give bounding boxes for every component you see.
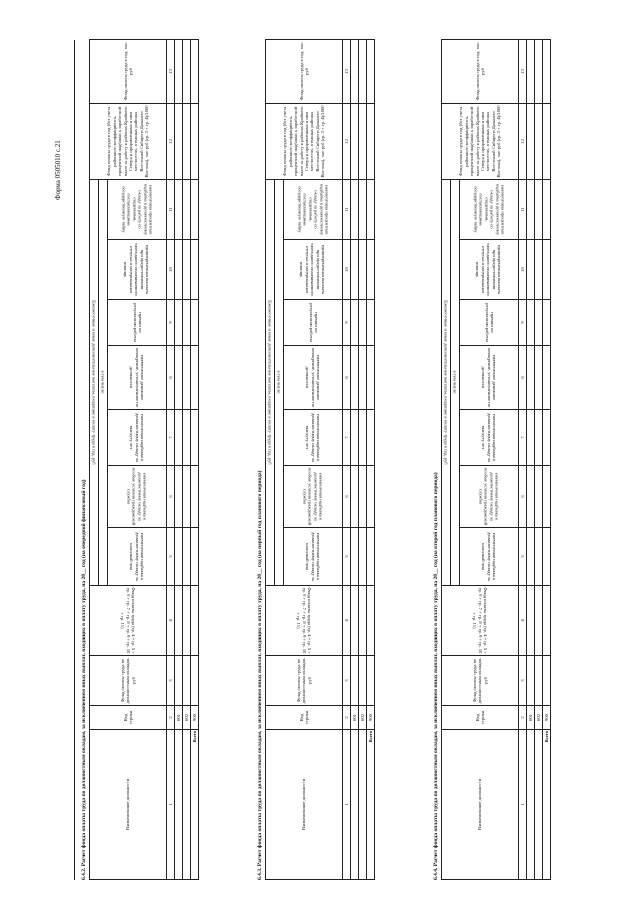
- table-cell: [351, 466, 359, 528]
- table-cell: [351, 300, 359, 346]
- fund-table: [441, 39, 551, 880]
- col9-header: премии по результатам работы: [284, 300, 343, 346]
- table-cell: [175, 346, 183, 410]
- column-numbers-row: [343, 39, 351, 879]
- table-cell: [175, 300, 183, 346]
- table-cell: [183, 586, 191, 656]
- table-cell: [535, 103, 543, 179]
- column-number: 12: [167, 103, 175, 179]
- including-header: в том числе:: [275, 179, 284, 585]
- table-cell: [175, 586, 183, 656]
- column-number: 7: [167, 410, 175, 466]
- column-number: 11: [519, 179, 527, 239]
- column-number: 6: [343, 466, 351, 528]
- col7-header: ежемесячная надбавка к должностному окладу за выслугу лет: [284, 410, 343, 466]
- table-cell: [527, 179, 535, 239]
- table-cell: [359, 103, 367, 179]
- total-label: Всего: [543, 730, 551, 880]
- column-number: 1: [343, 730, 351, 880]
- table-cell: [359, 410, 367, 466]
- column-number: 5: [167, 528, 175, 586]
- table-cell: [359, 730, 367, 880]
- table-cell: [527, 346, 535, 410]
- row-code: 001: [175, 706, 183, 730]
- column-number: 10: [343, 240, 351, 300]
- total-label: Всего: [367, 730, 375, 880]
- col12-header: Фонд оплаты труда в год (без учета районного коэффициента, процентной надбавки к заработной плате за работу в районах Крайнего Севера и приравненных к ним местностях, в южных районах Восточной Сибири и Дальнего Востока), тыс руб (гр. 3 + гр. 4)/1000: [442, 103, 519, 179]
- section-title: 6.4.2. Расчет фонда оплаты труда по должностным окладам, за исключением иных выплат, входящих в оплату труда, на 20__ год (на очередной финансовый год): [81, 479, 87, 880]
- table-section-2: [256, 40, 375, 880]
- col13-header: Фонд оплаты труда в год, тыс руб: [442, 39, 519, 103]
- column-number: 8: [343, 346, 351, 410]
- table-cell: [527, 39, 535, 103]
- table-cell: [175, 528, 183, 586]
- column-number: 2: [343, 706, 351, 730]
- table-cell: [359, 586, 367, 656]
- table-cell: [183, 179, 191, 239]
- table-row: [351, 39, 359, 879]
- table-cell: [175, 730, 183, 880]
- table-cell: [175, 240, 183, 300]
- table-cell: [175, 466, 183, 528]
- total-label: Всего: [191, 730, 199, 880]
- table-cell: [535, 346, 543, 410]
- table-cell: [527, 410, 535, 466]
- total-row: [367, 39, 375, 879]
- table-cell: [359, 39, 367, 103]
- col11-header: ежемесячная процентная надбавка к должностному окладу за работу со сведениями, составляющими государственную тайну: [460, 179, 519, 239]
- column-number: 3: [519, 656, 527, 706]
- table-row: [359, 39, 367, 879]
- column-number: 9: [167, 300, 175, 346]
- col9-header: премии по результатам работы: [460, 300, 519, 346]
- col-position-header: Наименование должности: [90, 730, 167, 880]
- col-group-header: Ежемесячные и иные дополнительные выплаты, входящие в оплату труда в год, руб: [266, 179, 275, 585]
- column-number: 13: [343, 39, 351, 103]
- column-number: 4: [519, 586, 527, 656]
- col10-header: единовременная выплата при предоставлении ежегодного оплачиваемого отпуска и материальная помощь: [284, 240, 343, 300]
- row-code: 001: [351, 706, 359, 730]
- table-cell: [175, 39, 183, 103]
- table-cell: [535, 586, 543, 656]
- table-cell: [351, 656, 359, 706]
- table-cell: [351, 103, 359, 179]
- column-number: 3: [343, 656, 351, 706]
- table-cell: [359, 240, 367, 300]
- table-cell: [351, 730, 359, 880]
- column-number: 8: [167, 346, 175, 410]
- table-cell: [359, 179, 367, 239]
- column-number: 6: [519, 466, 527, 528]
- table-cell: [351, 39, 359, 103]
- top-divider: [74, 40, 75, 880]
- table-cell: [183, 39, 191, 103]
- column-number: 3: [167, 656, 175, 706]
- table-cell: [535, 179, 543, 239]
- col-fund-total-header: Фонд оплаты труда (гр. 4 = гр. 5 + гр. 6 + гр. 7 + гр. 8 + гр. 9 + гр. 10 + гр. 11): [442, 586, 519, 656]
- col11-header: ежемесячная процентная надбавка к должностному окладу за работу со сведениями, составляющими государственную тайну: [108, 179, 167, 239]
- table-cell: [359, 346, 367, 410]
- table-cell: [351, 586, 359, 656]
- col8-header: ежемесячное денежное поощрение, установленное по должности: [108, 346, 167, 410]
- table-cell: [535, 300, 543, 346]
- col-code-header: Код строки: [266, 706, 343, 730]
- table-cell: [351, 528, 359, 586]
- col8-header: ежемесячное денежное поощрение, установленное по должности: [284, 346, 343, 410]
- column-number: 11: [167, 179, 175, 239]
- col13-header: Фонд оплаты труда в год, тыс руб: [266, 39, 343, 103]
- including-header: в том числе:: [99, 179, 108, 585]
- table-cell: [527, 240, 535, 300]
- table-cell: [527, 730, 535, 880]
- column-number: 7: [519, 410, 527, 466]
- table-section-3: [432, 40, 551, 880]
- col6-header: ежемесячная надбавка к должностному окладу за особые условия гражданской службы: [108, 466, 167, 528]
- column-number: 5: [343, 528, 351, 586]
- table-cell: [527, 466, 535, 528]
- table-section-1: [80, 40, 199, 880]
- table-cell: [527, 528, 535, 586]
- table-cell: [535, 656, 543, 706]
- table-row: [527, 39, 535, 879]
- section-title: 6.4.4. Расчет фонда оплаты труда по должностным окладам, за исключением иных выплат, входящих в оплату труда, на 20__ год (на второй год планового периода): [433, 472, 439, 880]
- col5-header: ежемесячная надбавка к должностному окладу за классный чин: [108, 528, 167, 586]
- col6-header: ежемесячная надбавка к должностному окладу за особые условия гражданской службы: [284, 466, 343, 528]
- column-number: 1: [167, 730, 175, 880]
- table-cell: [175, 410, 183, 466]
- table-cell: [359, 300, 367, 346]
- column-number: 13: [167, 39, 175, 103]
- table-cell: [175, 656, 183, 706]
- table-row: [535, 39, 543, 879]
- column-number: 4: [167, 586, 175, 656]
- table-cell: [535, 240, 543, 300]
- column-number: 8: [519, 346, 527, 410]
- table-cell: [359, 528, 367, 586]
- col13-header: Фонд оплаты труда в год, тыс руб: [90, 39, 167, 103]
- column-number: 1: [519, 730, 527, 880]
- col10-header: единовременная выплата при предоставлении ежегодного оплачиваемого отпуска и материальная помощь: [108, 240, 167, 300]
- section-title: 6.4.3. Расчет фонда оплаты труда по должностным окладам, за исключением иных выплат, входящих в оплату труда, на 20__ год (на первый год планового периода): [257, 470, 263, 880]
- table-cell: [351, 346, 359, 410]
- column-number: 12: [343, 103, 351, 179]
- col11-header: ежемесячная процентная надбавка к должностному окладу за работу со сведениями, составляющими государственную тайну: [284, 179, 343, 239]
- col7-header: ежемесячная надбавка к должностному окладу за выслугу лет: [108, 410, 167, 466]
- column-number: 9: [343, 300, 351, 346]
- row-code: 002: [535, 706, 543, 730]
- col10-header: единовременная выплата при предоставлении ежегодного оплачиваемого отпуска и материальная помощь: [460, 240, 519, 300]
- rotated-form: [54, 30, 620, 880]
- col7-header: ежемесячная надбавка к должностному окладу за выслугу лет: [460, 410, 519, 466]
- col6-header: ежемесячная надбавка к должностному окладу за особые условия гражданской службы: [460, 466, 519, 528]
- column-numbers-row: [519, 39, 527, 879]
- column-number: 2: [167, 706, 175, 730]
- table-cell: [183, 103, 191, 179]
- column-number: 11: [343, 179, 351, 239]
- column-number: 2: [519, 706, 527, 730]
- table-cell: [175, 103, 183, 179]
- including-header: в том числе:: [451, 179, 460, 585]
- table-cell: [351, 410, 359, 466]
- table-cell: [535, 528, 543, 586]
- col9-header: премии по результатам работы: [108, 300, 167, 346]
- column-number: 9: [519, 300, 527, 346]
- total-code: 900: [191, 706, 199, 730]
- column-number: 13: [519, 39, 527, 103]
- col8-header: ежемесячное денежное поощрение, установленное по должности: [460, 346, 519, 410]
- total-code: 900: [367, 706, 375, 730]
- column-number: 10: [167, 240, 175, 300]
- table-row: [183, 39, 191, 879]
- table-cell: [183, 240, 191, 300]
- table-cell: [183, 656, 191, 706]
- col5-header: ежемесячная надбавка к должностному окладу за классный чин: [460, 528, 519, 586]
- total-code: 900: [543, 706, 551, 730]
- col-fund-official-header: Фонд оплаты труда по должностным окладам, руб: [442, 656, 519, 706]
- table-cell: [535, 466, 543, 528]
- table-cell: [527, 300, 535, 346]
- column-number: 6: [167, 466, 175, 528]
- col-code-header: Код строки: [442, 706, 519, 730]
- table-cell: [183, 346, 191, 410]
- col-fund-official-header: Фонд оплаты труда по должностным окладам, руб: [266, 656, 343, 706]
- col-position-header: Наименование должности: [266, 730, 343, 880]
- table-cell: [183, 410, 191, 466]
- fund-table: [265, 39, 375, 880]
- col-position-header: Наименование должности: [442, 730, 519, 880]
- col-fund-total-header: Фонд оплаты труда (гр. 4 = гр. 5 + гр. 6 + гр. 7 + гр. 8 + гр. 9 + гр. 10 + гр. 11): [266, 586, 343, 656]
- total-row: [543, 39, 551, 879]
- table-cell: [535, 39, 543, 103]
- col-group-header: Ежемесячные и иные дополнительные выплаты, входящие в оплату труда в год, руб: [442, 179, 451, 585]
- table-cell: [175, 179, 183, 239]
- column-number: 7: [343, 410, 351, 466]
- column-numbers-row: [167, 39, 175, 879]
- form-code: Форма 0505010 с.21: [54, 140, 62, 200]
- table-cell: [359, 466, 367, 528]
- fund-table: [89, 39, 199, 880]
- table-cell: [351, 240, 359, 300]
- row-code: 002: [183, 706, 191, 730]
- column-number: 4: [343, 586, 351, 656]
- column-number: 12: [519, 103, 527, 179]
- table-cell: [183, 730, 191, 880]
- table-cell: [535, 410, 543, 466]
- col12-header: Фонд оплаты труда в год (без учета районного коэффициента, процентной надбавки к заработной плате за работу в районах Крайнего Севера и приравненных к ним местностях, в южных районах Восточной Сибири и Дальнего Востока), тыс руб (гр. 3 + гр. 4)/1000: [266, 103, 343, 179]
- table-cell: [183, 466, 191, 528]
- table-row: [175, 39, 183, 879]
- row-code: 002: [359, 706, 367, 730]
- col5-header: ежемесячная надбавка к должностному окладу за классный чин: [284, 528, 343, 586]
- col-code-header: Код строки: [90, 706, 167, 730]
- col-group-header: Ежемесячные и иные дополнительные выплаты, входящие в оплату труда в год, руб: [90, 179, 99, 585]
- table-cell: [351, 179, 359, 239]
- row-code: 001: [527, 706, 535, 730]
- table-cell: [527, 586, 535, 656]
- table-cell: [183, 528, 191, 586]
- table-cell: [527, 656, 535, 706]
- col-fund-total-header: Фонд оплаты труда (гр. 4 = гр. 5 + гр. 6 + гр. 7 + гр. 8 + гр. 9 + гр. 10 + гр. 11): [90, 586, 167, 656]
- column-number: 10: [519, 240, 527, 300]
- table-cell: [183, 300, 191, 346]
- column-number: 5: [519, 528, 527, 586]
- table-cell: [359, 656, 367, 706]
- total-row: [191, 39, 199, 879]
- col-fund-official-header: Фонд оплаты труда по должностным окладам, руб: [90, 656, 167, 706]
- table-cell: [535, 730, 543, 880]
- col12-header: Фонд оплаты труда в год (без учета районного коэффициента, процентной надбавки к заработной плате за работу в районах Крайнего Севера и приравненных к ним местностях, в южных районах Восточной Сибири и Дальнего Востока), тыс руб (гр. 3 + гр. 4)/1000: [90, 103, 167, 179]
- table-cell: [527, 103, 535, 179]
